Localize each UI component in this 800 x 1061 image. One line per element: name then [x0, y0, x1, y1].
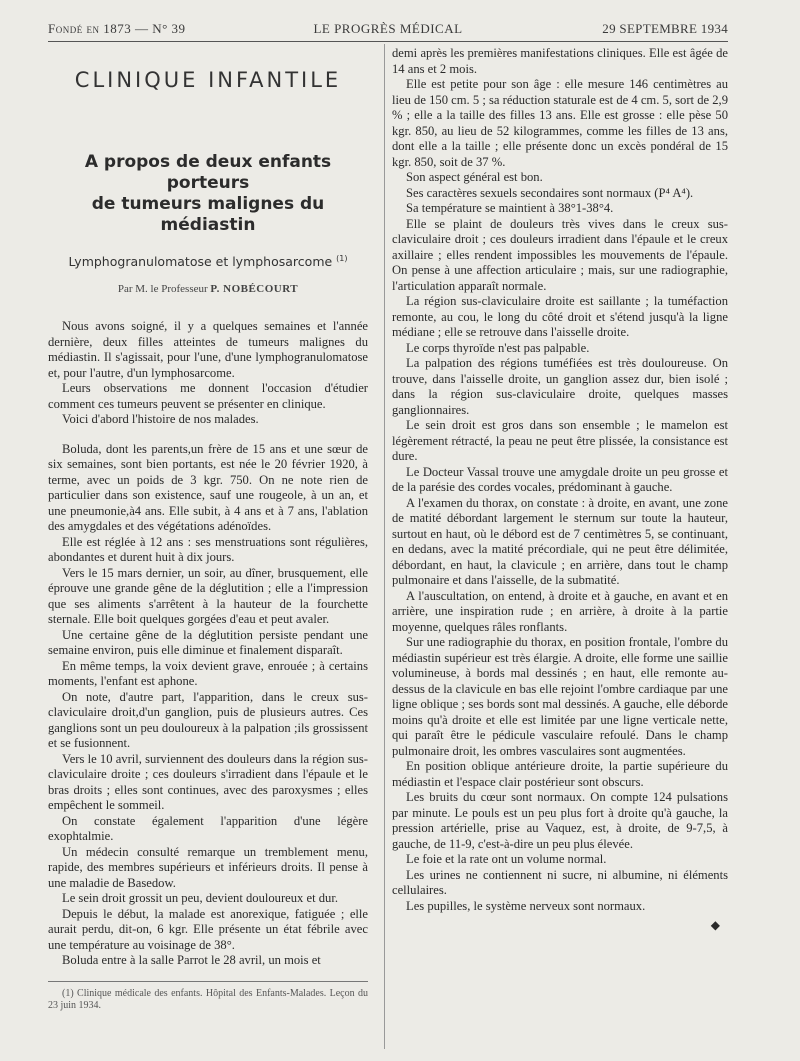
paragraph: Leurs observations me donnent l'occasion d'étudier comment ces tumeurs peuvent se présenter en clinique. [48, 381, 368, 411]
paragraph: Un médecin consulté remarque un tremblement menu, rapide, des membres supérieurs et inférieurs droits. Il pense à une maladie de Basedow. [48, 844, 368, 890]
paragraph: Les urines ne contiennent ni sucre, ni albumine, ni éléments cellulaires. [392, 867, 728, 897]
header-journal-name: LE PROGRÈS MÉDICAL [313, 21, 463, 36]
paragraph: Sur une radiographie du thorax, en position frontale, l'ombre du médiastin supérieur est très élargie. A droite, elle forme une saillie volumineuse, à bords mal dessinés ; en haut, elle remonte au-dessus de la clavicule en bas elle rejoint l'ombre cardiaque par une ligne oblique ; ses bords sont mal dessinés. A gauche, elle déborde moins qu'à droite et elle est limitée par une ligne verticale nette, qui paraît être le pédicule vasculaire refoulé. Dans le champ pulmonaire droit, les ombres vasculaires sont augmentées. [392, 635, 728, 758]
paragraph: Le sein droit est gros dans son ensemble ; le mamelon est légèrement rétracté, la peau ne peut être plissée, la consistance est dure. [392, 418, 728, 463]
paragraph: Sa température se maintient à 38°1-38°4. [406, 201, 614, 215]
paragraph: En même temps, la voix devient grave, enrouée ; à certains moments, l'enfant est aphone. [48, 658, 368, 689]
footnote: (1) Clinique médicale des enfants. Hôpital des Enfants-Malades. Leçon du 23 juin 1934. [48, 987, 368, 1011]
paragraph: Le foie et la rate ont un volume normal. [406, 852, 607, 866]
right-body [392, 46, 728, 914]
paragraph: Les pupilles, le système nerveux sont normaux. [406, 898, 646, 913]
left-column [48, 46, 368, 1012]
end-of-article-mark: ◆ [710, 918, 720, 932]
author-name: P. NOBÉCOURT [210, 283, 299, 296]
paragraph: A l'examen du thorax, on constate : à droite, en avant, une zone de matité débordant largement le sternum sur toute la hauteur, surtout en haut, où le débord est de 7 centimètres 5, se continuant, en dedans, avec la matité précordiale, qui ne peut être délimitée, débordant, en haut, la clavicule ; en arrière, dans tout le champ pulmonaire et dans l'aisselle, de la submatité. [392, 495, 728, 587]
footnote-divider [48, 981, 368, 982]
paragraph: Vers le 15 mars dernier, un soir, au dîner, brusquement, elle éprouve une grande gêne de la déglutition ; elle a l'impression que ses aliments s'arrêtent à la hauteur de la fourchette sternale. Elle boit quelques gorgées d'eau et peut avaler. [48, 565, 368, 627]
paragraph: Elle est petite pour son âge : elle mesure 146 centimètres au lieu de 150 cm. 5 ; sa réduction staturale est de 4 cm. 5, sort de 2,9 % ; elle a la taille des filles 13 ans. Elle est grosse : elle pèse 50 kgr. 850, au lieu de 52 kilogrammes, comme les filles de 13 ans, dont elle a la taille ; elle présente donc un excès pondéral de 15 kgr. 850, soit de 37 %. [392, 77, 728, 169]
author-line [48, 283, 368, 295]
paragraph: demi après les premières manifestations cliniques. Elle est âgée de 14 ans et 2 mois. [392, 46, 728, 76]
paragraph: Le Docteur Vassal trouve une amygdale droite un peu grosse et de la parésie des cordes vocales, prédominant à gauche. [392, 464, 728, 494]
article-subtitle [48, 254, 368, 269]
paragraph: En position oblique antérieure droite, la partie supérieure du médiastin et l'espace clair postérieur sont obscurs. [392, 759, 728, 789]
paragraph: Ses caractères sexuels secondaires sont normaux (P⁴ A⁴). [406, 185, 694, 200]
paragraph: Elle se plaint de douleurs très vives dans le creux sus-claviculaire droit ; ces douleurs irradient dans l'épaule et le creux axillaire ; elles rendent impossibles les mouvements de l'épaule. On pense à une affection articulaire ; mais, sur une radiographie, l'articulation apparaît normale. [392, 216, 728, 293]
paragraph: La région sus-claviculaire droite est saillante ; la tuméfaction remonte, au cou, le long du côté droit et s'étend jusqu'à la ligne médiane ; elle se retrouve dans l'aisselle droite. [392, 294, 728, 339]
paragraph: Son aspect général est bon. [406, 170, 543, 184]
paragraph: Boluda entre à la salle Parrot le 28 avril, un mois et [62, 953, 321, 968]
footnote-ref: (1) [336, 254, 348, 263]
article-title-line-2: de tumeurs malignes du médiastin [91, 194, 325, 235]
paragraph: La palpation des régions tuméfiées est très douloureuse. On trouve, dans l'aisselle droite, un ganglion assez dur, bien isolé ; dans la région sus-claviculaire droite, quelques masses ganglionnaires. [392, 356, 728, 417]
paragraph: Le sein droit grossit un peu, devient douloureux et dur. [62, 891, 338, 906]
paragraph: Vers le 10 avril, surviennent des douleurs dans la région sus-claviculaire droite ; ces douleurs s'irradient dans l'épaule et le bras droits ; elles sont continues, avec des paroxysmes ; elles empêchent le sommeil. [48, 751, 368, 813]
column-divider [384, 44, 385, 1049]
author-prefix: Par M. le Professeur [117, 283, 208, 296]
section-title: CLINIQUE INFANTILE [74, 68, 342, 92]
article-title [48, 152, 368, 236]
right-column [392, 46, 728, 933]
subtitle-text: Lymphogranulomatose et lymphosarcome [68, 254, 333, 270]
header-divider [48, 41, 728, 42]
page-header [48, 18, 728, 40]
paragraph: Elle est réglée à 12 ans : ses menstruations sont régulières, abondantes et durent huit à dix jours. [48, 534, 368, 565]
paragraph: Les bruits du cœur sont normaux. On compte 124 pulsations par minute. Le pouls est un peu plus fort à droite qu'à gauche, la pression artérielle, prise au Vaquez, est, à droite, de 9-7,5, à gauche, de 11-9, c'est-à-dire un peu plus élevée. [392, 790, 728, 851]
header-founded: Fondé en 1873 — N° 39 [48, 21, 186, 36]
paragraph: Boluda, dont les parents,un frère de 15 ans et une sœur de six semaines, sont bien portants, est née le 20 février 1920, à terme, avec un poids de 3 kgr. 750. On ne note rien de particulier dans son existence, sauf une rougeole, à un an, et une pneumonie,à4 ans. Elle subit, à 4 ans et à 7 ans, l'ablation des amygdales et des végétations adénoïdes. [48, 441, 368, 534]
paragraph: Nous avons soigné, il y a quelques semaines et l'année dernière, deux filles atteintes de tumeurs malignes du médiastin. Il s'agissait, pour l'une, d'une lymphogranulomatose et, pour l'autre, d'un lymphosarcome. [48, 319, 368, 380]
left-body [48, 319, 368, 969]
paragraph: On note, d'autre part, l'apparition, dans le creux sus-claviculaire droit,d'un ganglion, puis de plusieurs autres. Ces ganglions sont un peu douloureux à la palpation ;ils grossissent et se fusionnent. [48, 689, 368, 751]
paragraph: Depuis le début, la malade est anorexique, fatiguée ; elle aurait perdu, dit-on, 6 kgr. Elle présente un état fébrile avec une température au voisinage de 38°. [48, 906, 368, 952]
header-date: 29 SEPTEMBRE 1934 [602, 21, 728, 36]
paragraph: On constate également l'apparition d'une légère exophtalmie. [48, 813, 368, 844]
paragraph: Une certaine gêne de la déglutition persiste pendant une semaine environ, puis elle diminue et finalement disparaît. [48, 627, 368, 658]
paragraph: Voici d'abord l'histoire de nos malades. [62, 412, 259, 427]
paragraph: A l'auscultation, on entend, à droite et à gauche, en avant et en arrière, une inspiration rude ; en arrière, à droite à la partie moyenne, quelques râles ronflants. [392, 588, 728, 634]
paragraph: Le corps thyroïde n'est pas palpable. [406, 340, 590, 355]
article-title-line-1: A propos de deux enfants porteurs [84, 152, 332, 193]
